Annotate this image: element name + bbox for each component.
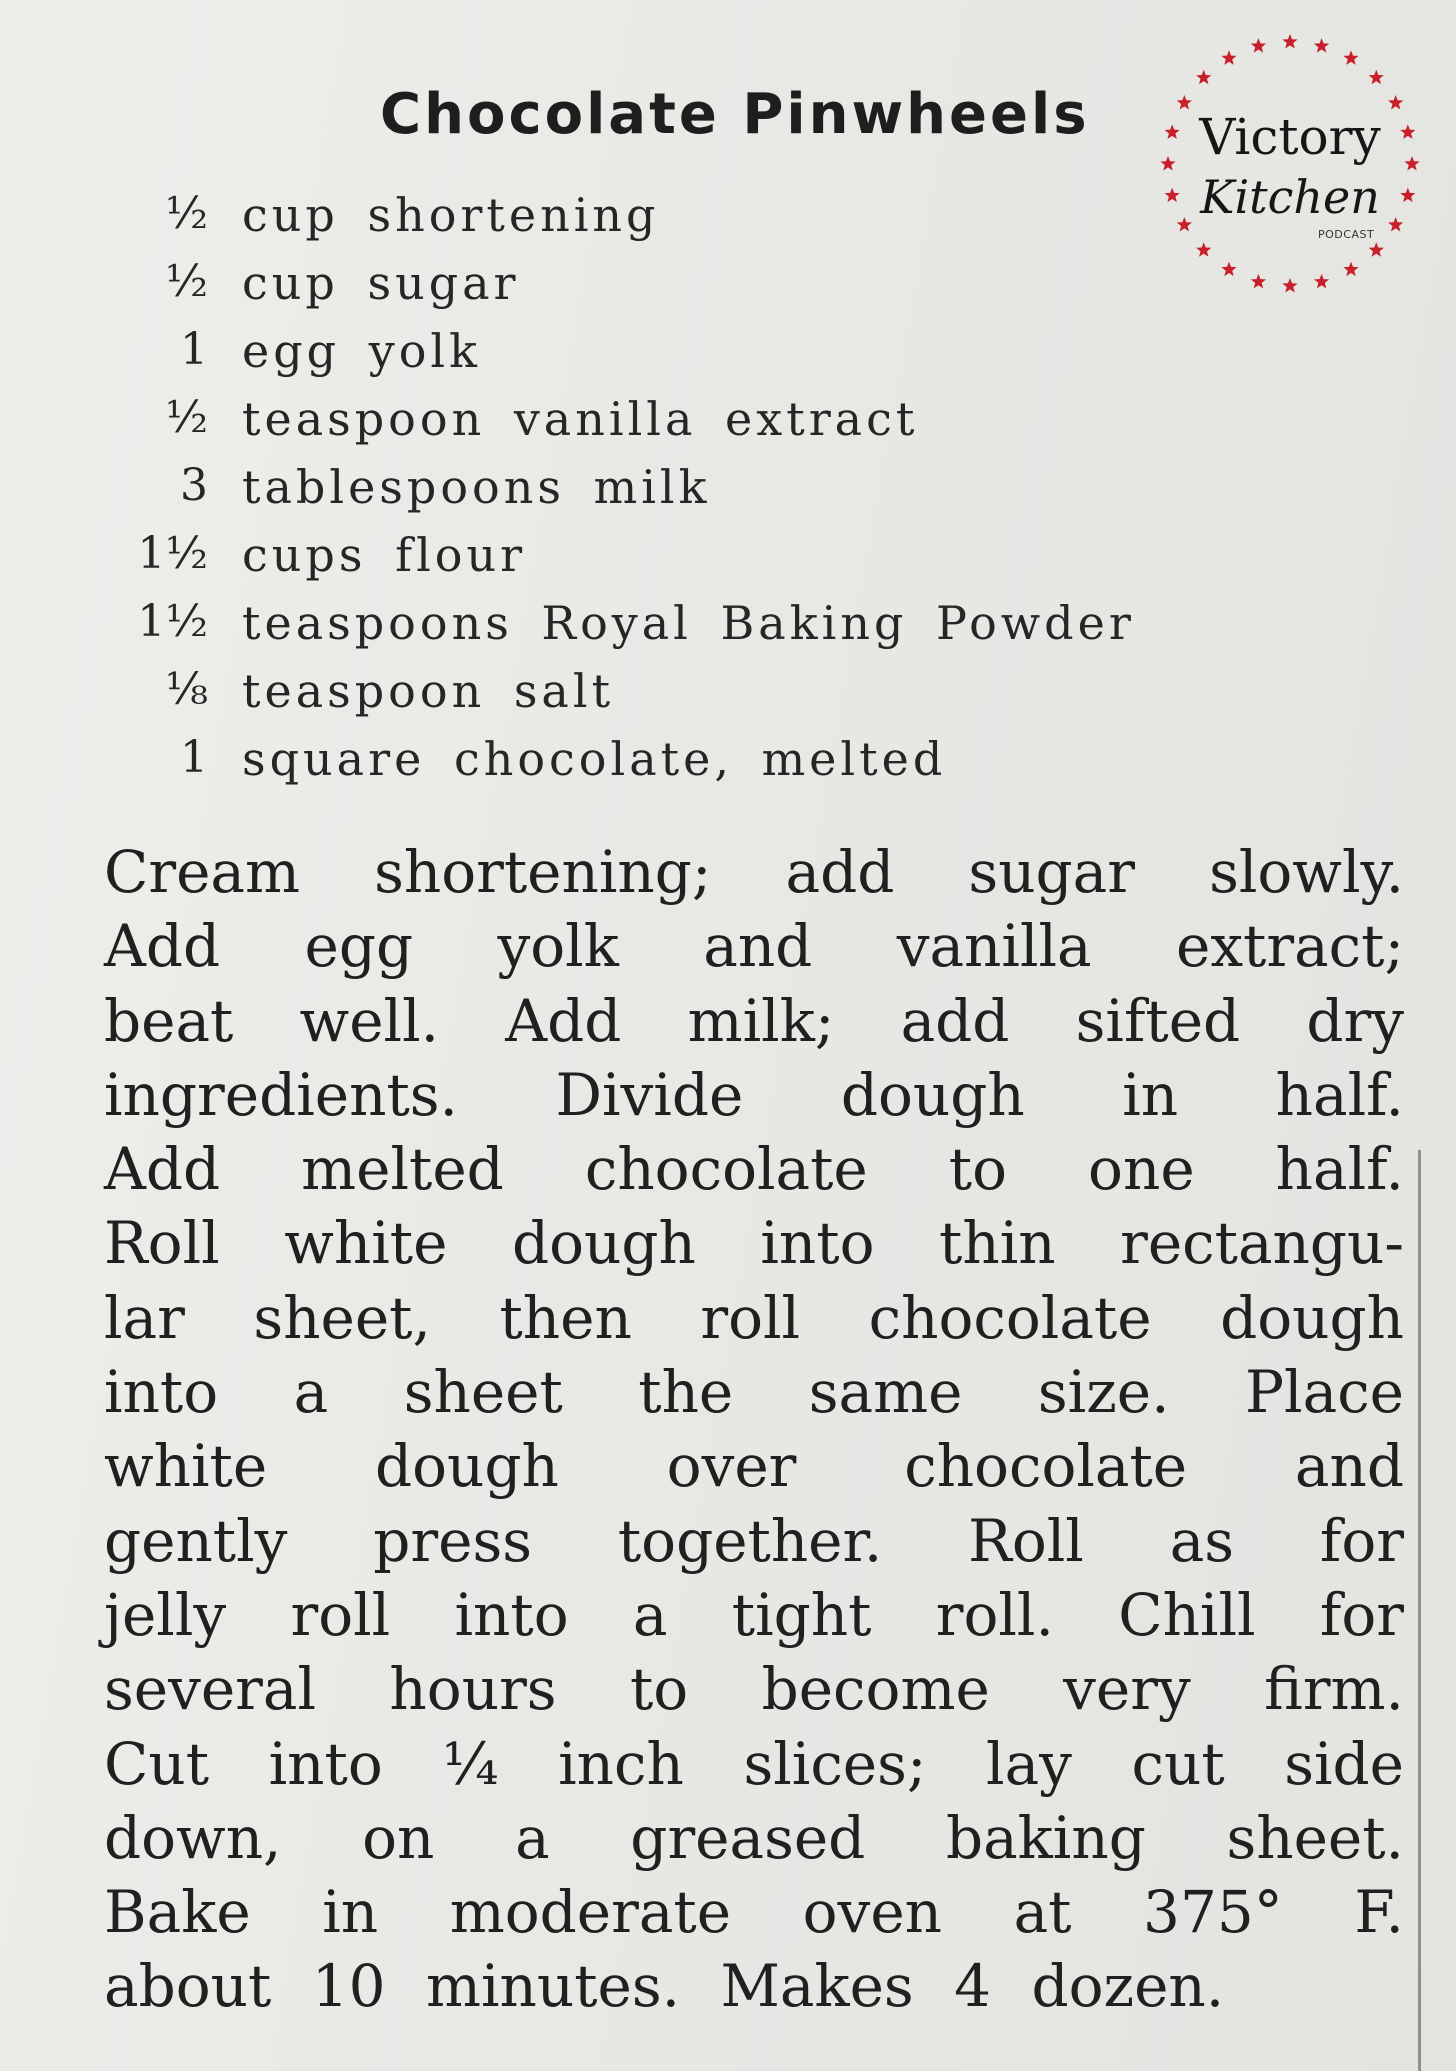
method-line: beat well. Add milk; add sifted dry: [104, 986, 1404, 1055]
method-paragraph: [104, 838, 1404, 2027]
column-rule: [1418, 1150, 1421, 2071]
ingredient-quantity: ½: [165, 256, 208, 307]
method-line: Cut into ¼ inch slices; lay cut side: [104, 1729, 1404, 1798]
ingredient-row: [0, 188, 1456, 256]
ingredient-row: [0, 528, 1456, 596]
method-line: several hours to become very firm.: [104, 1655, 1404, 1724]
ingredient-quantity: 3: [180, 460, 208, 511]
ingredient-name: square chocolate, melted: [242, 732, 947, 786]
ingredient-row: [0, 324, 1456, 392]
ingredient-quantity: ½: [165, 392, 208, 443]
method-line: Roll white dough into thin rectangu-: [104, 1209, 1404, 1278]
method-line: Add egg yolk and vanilla extract;: [104, 912, 1404, 981]
ingredient-name: egg yolk: [242, 324, 482, 378]
ingredient-name: tablespoons milk: [242, 460, 711, 514]
ingredient-name: teaspoons Royal Baking Powder: [242, 596, 1135, 650]
method-line: into a sheet the same size. Place: [104, 1358, 1404, 1427]
ingredient-name: cup shortening: [242, 188, 660, 242]
recipe-title: Chocolate Pinwheels: [380, 82, 1090, 147]
method-line: lar sheet, then roll chocolate dough: [104, 1283, 1404, 1352]
ingredient-row: [0, 392, 1456, 460]
ingredient-row: [0, 664, 1456, 732]
ingredient-row: [0, 596, 1456, 664]
method-line: about 10 minutes. Makes 4 dozen.: [104, 1952, 1225, 2021]
star-icon: [1343, 50, 1358, 64]
method-line: white dough over chocolate and: [104, 1432, 1404, 1501]
method-line: Bake in moderate oven at 375° F.: [104, 1878, 1404, 1947]
method-line: ingredients. Divide dough in half.: [104, 1060, 1404, 1129]
logo-text-podcast: PODCAST: [1318, 228, 1375, 241]
ingredient-list: [0, 188, 1456, 800]
star-icon: [1282, 34, 1297, 48]
ingredient-row: [0, 256, 1456, 324]
ingredient-quantity: 1: [180, 732, 208, 783]
star-icon: [1221, 50, 1236, 64]
method-line: jelly roll into a tight roll. Chill for: [104, 1580, 1404, 1649]
ingredient-quantity: 1½: [137, 596, 208, 647]
star-icon: [1196, 70, 1211, 84]
star-icon: [1251, 38, 1266, 52]
method-line: Add melted chocolate to one half.: [104, 1135, 1404, 1204]
ingredient-name: teaspoon vanilla extract: [242, 392, 919, 446]
star-icon: [1177, 95, 1192, 109]
star-icon: [1369, 70, 1384, 84]
ingredient-row: [0, 732, 1456, 800]
star-icon: [1388, 95, 1403, 109]
ingredient-quantity: ½: [165, 188, 208, 239]
star-icon: [1314, 38, 1329, 52]
ingredient-quantity: 1½: [137, 528, 208, 579]
ingredient-name: cup sugar: [242, 256, 520, 310]
ingredient-row: [0, 460, 1456, 528]
ingredient-name: cups flour: [242, 528, 527, 582]
method-line: down, on a greased baking sheet.: [104, 1803, 1404, 1872]
logo-text-kitchen: Kitchen: [1200, 170, 1380, 224]
ingredient-quantity: 1: [180, 324, 208, 375]
logo-text-victory: Victory: [1199, 108, 1381, 166]
method-line: Cream shortening; add sugar slowly.: [104, 838, 1404, 906]
ingredient-quantity: ⅛: [165, 664, 208, 715]
method-line: gently press together. Roll as for: [104, 1506, 1404, 1575]
ingredient-name: teaspoon salt: [242, 664, 615, 718]
